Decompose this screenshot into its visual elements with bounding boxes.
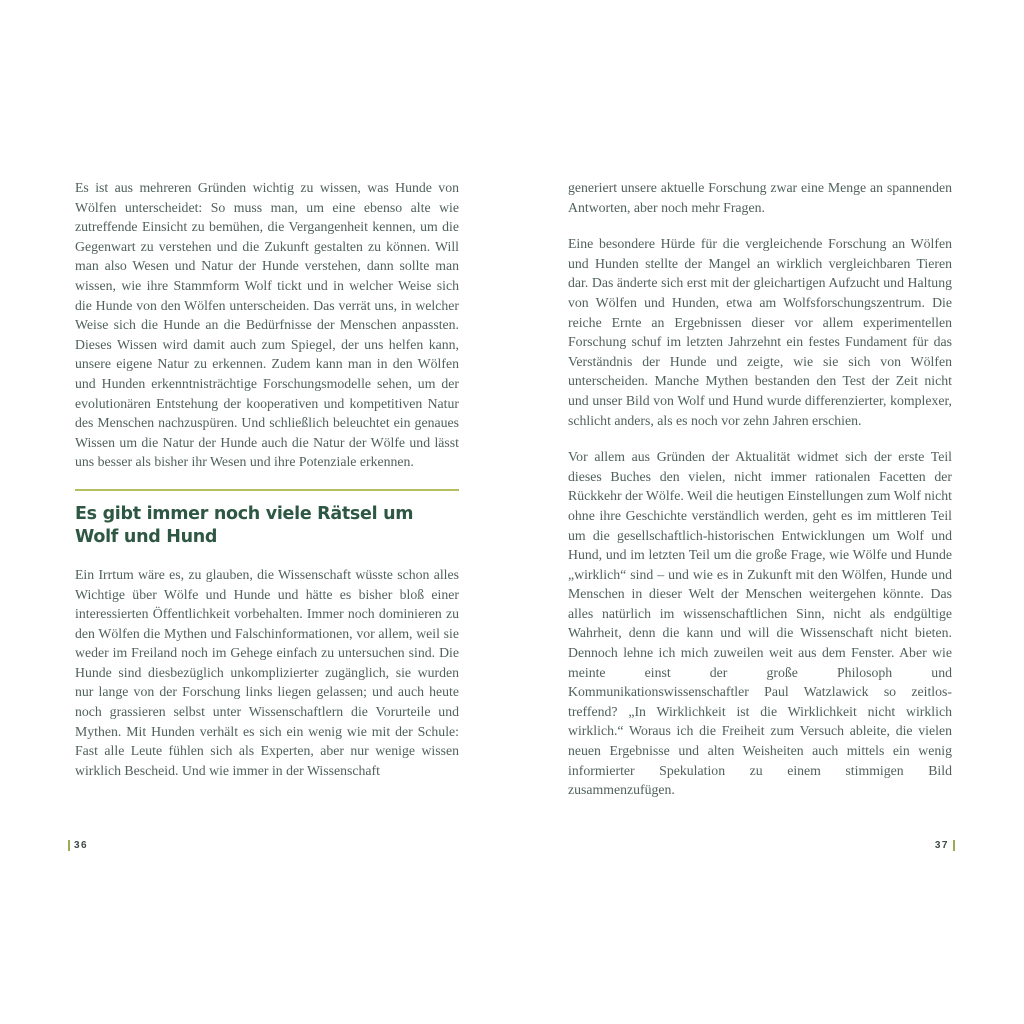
page-number-text: 37	[934, 840, 949, 851]
left-page-text-column	[75, 178, 459, 780]
paragraph: Es ist aus mehreren Gründen wichtig zu wissen, was Hunde von Wölfen unterscheidet: So muss man, um eine ebenso alte wie zutreffende Einsicht zu bemühen, die Vergangenheit kennen, um die Gegenwart zu verstehen und die Zukunft gestalten zu können. Will man also Wesen und Natur der Hunde verstehen, dann sollte man wissen, wie ihre Stammform Wolf tickt und in welcher Weise sich die Hunde von den Wölfen unterscheiden. Das verrät uns, in welcher Weise sich die Hunde an die Bedürfnisse der Menschen anpassten. Dieses Wissen wird damit auch zum Spiegel, der uns helfen kann, unsere eigene Natur zu erkennen. Zudem kann man in den Wölfen und Hunden erkenntnisträchtige Forschungsmodelle sehen, um der evolutionären Entstehung der kooperativen und kompetitiven Natur des Menschen nachzuspüren. Und schließlich beleuchtet ein genaues Wissen um die Natur der Hunde auch die Natur der Wölfe und lässt uns besser als bisher ihr Wesen und ihre Potenziale erkennen.	[75, 180, 459, 470]
section-heading: Es gibt immer noch viele Rätsel um Wolf und Hund	[75, 503, 414, 547]
page-number-text: 36	[74, 840, 89, 851]
page-number-left	[68, 840, 88, 851]
paragraph: Vor allem aus Gründen der Aktualität widmet sich der erste Teil dieses Buches den vielen, nicht immer rationalen Facetten der Rückkehr der Wölfe. Weil die heutigen Einstellungen zum Wolf nicht ohne ihre Geschichte verständlich werden, geht es im mittleren Teil um die gesellschaftlich-historischen Entwicklungen um Wolf und Hund, und im letzten Teil um die große Frage, wie Wölfe und Hunde „wirklich“ sind – und wie es in Zukunft mit den Wölfen, Hunde und Menschen in dieser Welt der Menschen weitergehen könnte. Das alles natürlich im wissenschaftlichen Sinn, nicht als endgültige Wahrheit, denn die kann und will die Wissenschaft nicht bieten. Dennoch lehne ich mich zuweilen weit aus dem Fenster. Aber wie meinte einst der große Philosoph und Kommunikationswissenschaftler Paul Watzlawick so zeitlos-treffend? „In Wirklichkeit ist die Wirklichkeit nicht wirklich wirklich.“ Woraus ich die Freiheit zum Versuch ableite, die vielen neuen Ergebnisse und alten Weisheiten auch mittels ein wenig informierter Spekulation zu einem stimmigen Bild zusammenzufügen.	[568, 449, 952, 798]
page-number-bar	[953, 840, 955, 851]
right-page-text-column	[568, 178, 952, 800]
page-number-bar	[68, 840, 70, 851]
paragraph: generiert unsere aktuelle Forschung zwar eine Menge an spannenden Antworten, aber noch mehr Fragen.	[568, 180, 952, 215]
section-divider-rule	[75, 489, 459, 491]
paragraph: Ein Irrtum wäre es, zu glauben, die Wissenschaft wüsste schon alles Wichtige über Wölfe und Hunde und hätte es bisher bloß einer interessierten Öffentlichkeit vorbehalten. Immer noch dominieren zu den Wölfen die Mythen und Falschinformationen, vor allem, weil sie weder im Freiland noch im Gehege einfach zu untersuchen sind. Die Hunde sind diesbezüglich unkomplizierter zugänglich, sie wurden nur lange von der Forschung links liegen gelassen; und auch heute noch grassieren selbst unter Wissenschaftlern die Vorurteile und Mythen. Mit Hunden verhält es sich ein wenig wie mit der Schule: Fast alle Leute fühlen sich als Experten, aber nur wenige wissen wirklich Bescheid. Und wie immer in der Wissenschaft	[75, 566, 459, 778]
page-number-right	[935, 840, 955, 851]
paragraph: Eine besondere Hürde für die vergleichende Forschung an Wölfen und Hunden stellte der Mangel an wirklich vergleichbaren Tieren dar. Das änderte sich erst mit der gleichartigen Aufzucht und Haltung von Wölfen und Hunden, etwa am Wolfsforschungszentrum. Die reiche Ernte an Ergebnissen dieser vor allem experimentellen Forschung schuf im letzten Jahrzehnt ein festes Fundament für das Verständnis der Hunde und zeigte, wie sie sich von Wölfen unterscheiden. Manche Mythen bestanden den Test der Zeit nicht und unser Bild von Wolf und Hund wurde differenzierter, komplexer, schlicht anders, als es noch vor zehn Jahren erschien.	[568, 236, 952, 428]
